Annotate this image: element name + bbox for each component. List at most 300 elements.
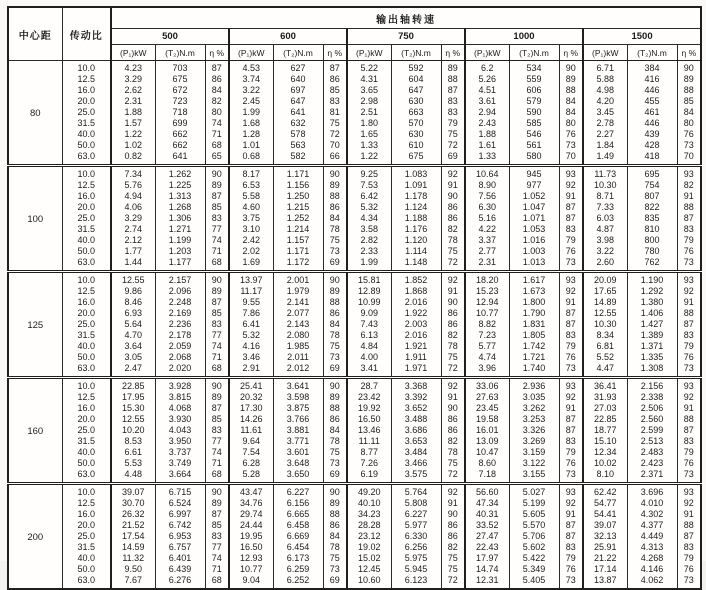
value-cell: 0.82 [111, 151, 155, 166]
value-cell: 71 [205, 352, 229, 363]
value-cell: 18.77 [583, 425, 627, 436]
value-cell: 9.50 [111, 564, 155, 575]
value-cell: 14.89 [583, 297, 627, 308]
value-cell: 84 [323, 213, 347, 224]
value-cell: 8.90 [465, 180, 509, 191]
value-cell: 1.99 [347, 257, 391, 272]
value-cell: 87 [205, 191, 229, 202]
value-cell: 632 [273, 118, 323, 129]
table-row [8, 257, 701, 272]
value-cell: 10.47 [465, 447, 509, 458]
value-cell: 90 [205, 166, 229, 181]
ratio-cell: 50.0 [62, 564, 111, 575]
value-cell: 4.043 [155, 425, 205, 436]
ratio-cell: 50.0 [62, 246, 111, 257]
speed-column-header: 600 [229, 29, 347, 45]
value-cell: 10.99 [347, 297, 391, 308]
value-cell: 8.34 [583, 330, 627, 341]
value-cell: 89 [323, 498, 347, 509]
value-cell: 62.42 [583, 484, 627, 499]
value-cell: 13.97 [229, 272, 273, 287]
value-cell: 1.44 [111, 257, 155, 272]
value-cell: 11.61 [229, 425, 273, 436]
value-cell: 2.003 [391, 319, 441, 330]
value-cell: 6.454 [273, 542, 323, 553]
value-cell: 30.70 [111, 498, 155, 509]
center-distance-cell: 200 [8, 484, 62, 590]
value-cell: 4.146 [627, 564, 677, 575]
value-cell: 8.17 [229, 166, 273, 181]
value-cell: 16.01 [465, 425, 509, 436]
value-cell: 2.068 [155, 352, 205, 363]
value-cell: 92 [677, 392, 701, 403]
value-cell: 7.23 [465, 330, 509, 341]
value-cell: 70 [323, 140, 347, 151]
value-cell: 1.61 [465, 140, 509, 151]
value-cell: 87 [205, 297, 229, 308]
value-cell: 2.011 [273, 352, 323, 363]
value-cell: 78 [323, 436, 347, 447]
value-cell: 24.44 [229, 520, 273, 531]
value-cell: 1.262 [155, 166, 205, 181]
value-cell: 73 [559, 257, 583, 272]
value-cell: 86 [441, 414, 465, 425]
value-cell: 20.32 [229, 392, 273, 403]
value-cell: 559 [509, 74, 559, 85]
value-cell: 672 [155, 85, 205, 96]
value-cell: 5.53 [111, 458, 155, 469]
value-cell: 73 [323, 352, 347, 363]
value-cell: 73 [559, 575, 583, 589]
value-cell: 2.43 [465, 118, 509, 129]
value-cell: 90 [323, 272, 347, 287]
speed-column-header: 1000 [465, 29, 583, 45]
value-cell: 69 [441, 151, 465, 166]
value-cell: 74 [205, 235, 229, 246]
measure-header: (P₁)kW [111, 45, 155, 61]
value-cell: 780 [627, 246, 677, 257]
value-cell: 5.28 [229, 469, 273, 484]
value-cell: 88 [677, 308, 701, 319]
value-cell: 87 [205, 403, 229, 414]
ratio-cell: 12.5 [62, 180, 111, 191]
value-cell: 82 [441, 224, 465, 235]
value-cell: 7.43 [347, 319, 391, 330]
value-cell: 71 [205, 458, 229, 469]
value-cell: 1.225 [155, 180, 205, 191]
value-cell: 86 [441, 520, 465, 531]
value-cell: 82 [441, 330, 465, 341]
value-cell: 75 [441, 246, 465, 257]
value-cell: 3.696 [627, 484, 677, 499]
value-cell: 83 [441, 107, 465, 118]
value-cell: 6.757 [155, 542, 205, 553]
value-cell: 3.488 [391, 414, 441, 425]
table-row [8, 129, 701, 140]
value-cell: 3.652 [391, 403, 441, 414]
value-cell: 5.52 [583, 352, 627, 363]
value-cell: 83 [677, 436, 701, 447]
value-cell: 4.34 [347, 213, 391, 224]
ratio-cell: 12.5 [62, 392, 111, 403]
value-cell: 6.53 [229, 180, 273, 191]
value-cell: 26.32 [111, 509, 155, 520]
value-cell: 88 [323, 509, 347, 520]
ratio-cell: 25.0 [62, 107, 111, 118]
table-row [8, 297, 701, 308]
table-row [8, 140, 701, 151]
value-cell: 12.55 [583, 308, 627, 319]
value-cell: 83 [205, 319, 229, 330]
value-cell: 4.068 [155, 403, 205, 414]
value-cell: 75 [441, 129, 465, 140]
value-cell: 1.052 [509, 191, 559, 202]
table-row [8, 520, 701, 531]
value-cell: 88 [677, 85, 701, 96]
value-cell: 2.51 [347, 107, 391, 118]
value-cell: 86 [323, 202, 347, 213]
value-cell: 1.742 [509, 341, 559, 352]
value-cell: 86 [441, 425, 465, 436]
value-cell: 80 [559, 118, 583, 129]
value-cell: 1.922 [391, 308, 441, 319]
value-cell: 82 [205, 96, 229, 107]
value-cell: 16.50 [229, 542, 273, 553]
table-row [8, 414, 701, 425]
value-cell: 641 [155, 151, 205, 166]
value-cell: 39.07 [583, 520, 627, 531]
measure-header: η % [323, 45, 347, 61]
value-cell: 647 [391, 85, 441, 96]
value-cell: 90 [559, 61, 583, 75]
value-cell: 40.10 [347, 498, 391, 509]
value-cell: 662 [155, 140, 205, 151]
value-cell: 606 [509, 85, 559, 96]
value-cell: 2.077 [273, 308, 323, 319]
value-cell: 87 [441, 85, 465, 96]
value-cell: 1.33 [347, 140, 391, 151]
value-cell: 3.766 [273, 414, 323, 425]
value-cell: 3.61 [465, 96, 509, 107]
table-row [8, 191, 701, 202]
value-cell: 2.27 [583, 129, 627, 140]
value-cell: 1.979 [273, 286, 323, 297]
value-cell: 563 [273, 140, 323, 151]
value-cell: 9.64 [229, 436, 273, 447]
value-cell: 9.09 [347, 308, 391, 319]
value-cell: 73 [323, 564, 347, 575]
value-cell: 90 [441, 403, 465, 414]
value-cell: 90 [323, 484, 347, 499]
value-cell: 3.269 [509, 436, 559, 447]
value-cell: 92 [559, 286, 583, 297]
value-cell: 1.99 [229, 107, 273, 118]
value-cell: 76 [559, 246, 583, 257]
table-row [8, 235, 701, 246]
value-cell: 1.114 [391, 246, 441, 257]
value-cell: 662 [155, 129, 205, 140]
value-cell: 56.60 [465, 484, 509, 499]
value-cell: 72 [323, 129, 347, 140]
value-cell: 91 [441, 180, 465, 191]
value-cell: 3.326 [509, 425, 559, 436]
value-cell: 695 [627, 166, 677, 181]
value-cell: 92 [559, 392, 583, 403]
value-cell: 1.091 [391, 180, 441, 191]
value-cell: 1.01 [229, 140, 273, 151]
value-cell: 4.23 [111, 61, 155, 75]
value-cell: 19.58 [465, 414, 509, 425]
value-cell: 585 [509, 118, 559, 129]
value-cell: 43.47 [229, 484, 273, 499]
value-cell: 2.62 [111, 85, 155, 96]
value-cell: 19.02 [347, 542, 391, 553]
value-cell: 76 [559, 352, 583, 363]
value-cell: 84 [205, 85, 229, 96]
value-cell: 13.09 [465, 436, 509, 447]
value-cell: 83 [441, 96, 465, 107]
ratio-cell: 12.5 [62, 498, 111, 509]
value-cell: 29.74 [229, 509, 273, 520]
value-cell: 17.65 [583, 286, 627, 297]
value-cell: 6.401 [155, 553, 205, 564]
value-cell: 76 [677, 129, 701, 140]
value-cell: 39.07 [111, 484, 155, 499]
value-cell: 72 [441, 257, 465, 272]
value-cell: 90 [323, 378, 347, 393]
value-cell: 5.422 [509, 553, 559, 564]
value-cell: 74 [205, 341, 229, 352]
value-cell: 1.971 [391, 363, 441, 378]
value-cell: 1.852 [391, 272, 441, 287]
value-cell: 6.93 [111, 308, 155, 319]
ratio-cell: 31.5 [62, 224, 111, 235]
value-cell: 4.98 [583, 85, 627, 96]
value-cell: 71 [205, 564, 229, 575]
value-cell: 80 [677, 118, 701, 129]
value-cell: 3.950 [155, 436, 205, 447]
value-cell: 3.29 [111, 213, 155, 224]
value-cell: 3.05 [111, 352, 155, 363]
ratio-cell: 16.0 [62, 509, 111, 520]
value-cell: 83 [677, 542, 701, 553]
value-cell: 11.73 [583, 166, 627, 181]
value-cell: 3.64 [111, 341, 155, 352]
value-cell: 6.227 [273, 484, 323, 499]
value-cell: 1.308 [627, 363, 677, 378]
value-cell: 5.349 [509, 564, 559, 575]
value-cell: 5.26 [465, 74, 509, 85]
value-cell: 446 [627, 85, 677, 96]
ratio-cell: 63.0 [62, 363, 111, 378]
value-cell: 18.20 [465, 272, 509, 287]
value-cell: 72 [441, 469, 465, 484]
value-cell: 84 [677, 107, 701, 118]
value-cell: 1.68 [229, 118, 273, 129]
value-cell: 79 [677, 341, 701, 352]
speed-column-header: 1500 [583, 29, 701, 45]
table-row [8, 436, 701, 447]
value-cell: 3.575 [391, 469, 441, 484]
value-cell: 68 [205, 140, 229, 151]
value-cell: 2.338 [627, 392, 677, 403]
value-cell: 68 [205, 469, 229, 484]
value-cell: 10.77 [229, 564, 273, 575]
value-cell: 73 [323, 458, 347, 469]
value-cell: 87 [559, 213, 583, 224]
value-cell: 17.54 [111, 531, 155, 542]
value-cell: 89 [323, 180, 347, 191]
table-row [8, 498, 701, 509]
table-row [8, 542, 701, 553]
value-cell: 15.30 [111, 403, 155, 414]
value-cell: 1.178 [391, 191, 441, 202]
ratio-cell: 20.0 [62, 414, 111, 425]
value-cell: 2.02 [229, 246, 273, 257]
value-cell: 4.268 [627, 553, 677, 564]
value-cell: 47.34 [465, 498, 509, 509]
value-cell: 2.42 [229, 235, 273, 246]
value-cell: 3.22 [229, 85, 273, 96]
value-cell: 5.405 [509, 575, 559, 589]
ratio-cell: 40.0 [62, 235, 111, 246]
value-cell: 6.669 [273, 531, 323, 542]
value-cell: 36.41 [583, 378, 627, 393]
value-cell: 3.650 [273, 469, 323, 484]
value-cell: 90 [205, 272, 229, 287]
value-cell: 5.76 [111, 180, 155, 191]
value-cell: 1.84 [583, 140, 627, 151]
value-cell: 33.06 [465, 378, 509, 393]
value-cell: 1.911 [391, 352, 441, 363]
measure-header: η % [205, 45, 229, 61]
value-cell: 4.31 [347, 74, 391, 85]
value-cell: 73 [677, 257, 701, 272]
value-cell: 4.53 [229, 61, 273, 75]
table-row [8, 575, 701, 589]
ratio-cell: 40.0 [62, 341, 111, 352]
table-row [8, 458, 701, 469]
value-cell: 2.236 [155, 319, 205, 330]
value-cell: 1.77 [111, 246, 155, 257]
value-cell: 34.23 [347, 509, 391, 520]
value-cell: 40.31 [465, 509, 509, 520]
value-cell: 3.122 [509, 458, 559, 469]
table-row [8, 308, 701, 319]
value-cell: 2.143 [273, 319, 323, 330]
value-cell: 71 [205, 129, 229, 140]
value-cell: 2.82 [347, 235, 391, 246]
value-cell: 2.513 [627, 436, 677, 447]
value-cell: 5.602 [509, 542, 559, 553]
value-cell: 86 [441, 213, 465, 224]
value-cell: 1.292 [627, 286, 677, 297]
value-cell: 723 [155, 96, 205, 107]
value-cell: 6.30 [465, 202, 509, 213]
value-cell: 87 [559, 414, 583, 425]
value-cell: 79 [559, 235, 583, 246]
value-cell: 90 [441, 191, 465, 202]
value-cell: 77 [205, 330, 229, 341]
measure-header: η % [441, 45, 465, 61]
value-cell: 86 [441, 202, 465, 213]
value-cell: 10.02 [583, 458, 627, 469]
value-cell: 3.155 [509, 469, 559, 484]
value-cell: 83 [559, 436, 583, 447]
value-cell: 6.81 [583, 341, 627, 352]
value-cell: 1.172 [273, 257, 323, 272]
value-cell: 93 [677, 484, 701, 499]
value-cell: 3.930 [155, 414, 205, 425]
value-cell: 6.742 [155, 520, 205, 531]
value-cell: 87 [559, 319, 583, 330]
value-cell: 1.88 [111, 107, 155, 118]
value-cell: 10.30 [583, 180, 627, 191]
value-cell: 88 [441, 74, 465, 85]
value-cell: 86 [323, 74, 347, 85]
value-cell: 2.016 [391, 330, 441, 341]
value-cell: 1.083 [391, 166, 441, 181]
value-cell: 570 [391, 118, 441, 129]
value-cell: 86 [323, 520, 347, 531]
value-cell: 92 [677, 286, 701, 297]
value-cell: 93 [677, 272, 701, 287]
value-cell: 1.171 [273, 246, 323, 257]
value-cell: 81 [323, 107, 347, 118]
value-cell: 1.124 [391, 202, 441, 213]
value-cell: 2.74 [111, 224, 155, 235]
value-cell: 87 [559, 308, 583, 319]
value-cell: 1.271 [155, 224, 205, 235]
value-cell: 1.740 [509, 363, 559, 378]
value-cell: 2.94 [465, 107, 509, 118]
value-cell: 945 [509, 166, 559, 181]
value-cell: 4.94 [111, 191, 155, 202]
value-cell: 76 [559, 564, 583, 575]
value-cell: 34.76 [229, 498, 273, 509]
value-cell: 89 [205, 286, 229, 297]
table-row [8, 107, 701, 118]
value-cell: 73 [559, 140, 583, 151]
value-cell: 15.23 [465, 286, 509, 297]
value-cell: 1.921 [391, 341, 441, 352]
measure-header: (T₂)N.m [627, 45, 677, 61]
value-cell: 84 [323, 319, 347, 330]
value-cell: 3.45 [583, 107, 627, 118]
value-cell: 89 [559, 74, 583, 85]
ratio-cell: 63.0 [62, 151, 111, 166]
value-cell: 1.673 [509, 286, 559, 297]
table-row [8, 403, 701, 414]
value-cell: 3.737 [155, 447, 205, 458]
value-cell: 90 [441, 509, 465, 520]
ratio-cell: 25.0 [62, 531, 111, 542]
value-cell: 75 [441, 352, 465, 363]
value-cell: 592 [391, 61, 441, 75]
value-cell: 12.31 [465, 575, 509, 589]
value-cell: 580 [509, 151, 559, 166]
value-cell: 3.749 [155, 458, 205, 469]
value-cell: 73 [677, 363, 701, 378]
ratio-cell: 16.0 [62, 191, 111, 202]
value-cell: 17.95 [111, 392, 155, 403]
value-cell: 4.74 [465, 352, 509, 363]
value-cell: 2.371 [627, 469, 677, 484]
value-cell: 85 [323, 85, 347, 96]
value-cell: 2.156 [627, 378, 677, 393]
value-cell: 28.28 [347, 520, 391, 531]
value-cell: 15.10 [583, 436, 627, 447]
